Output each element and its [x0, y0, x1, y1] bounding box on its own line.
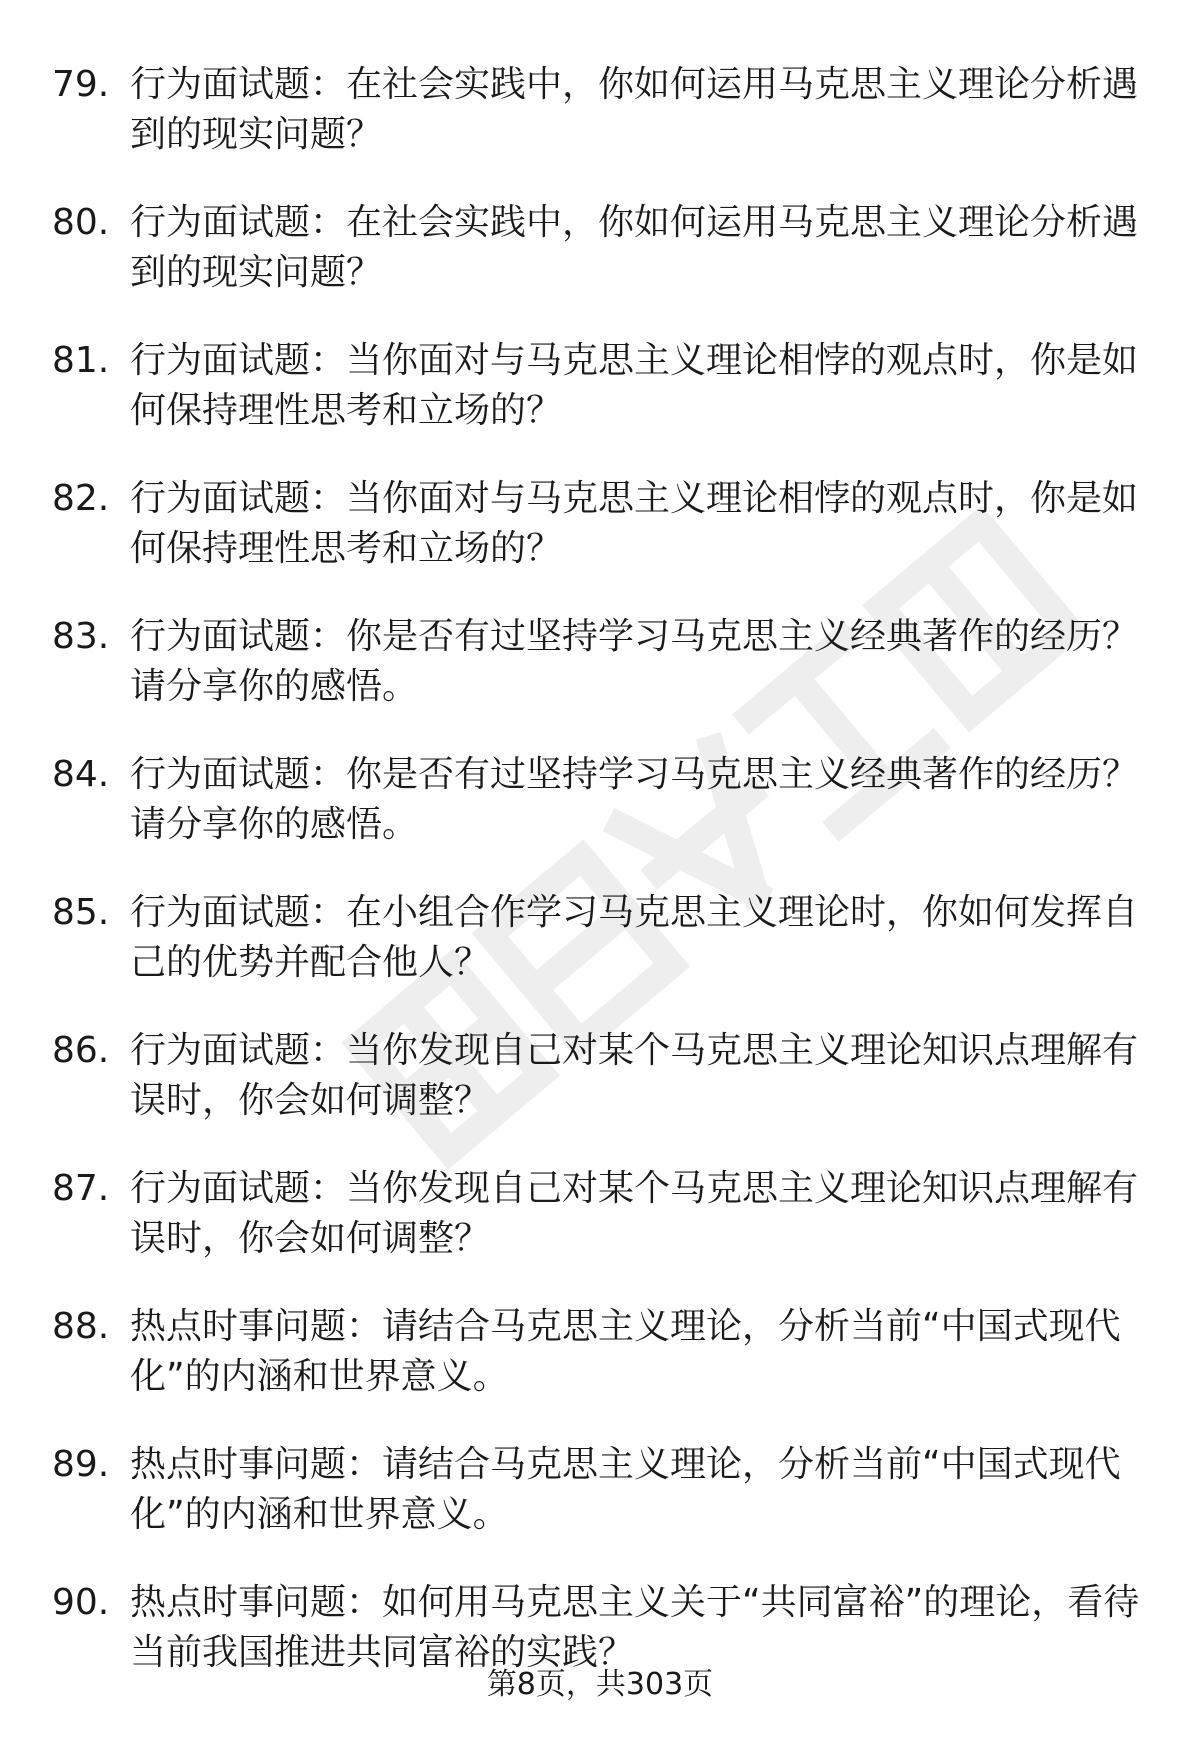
list-item: [52, 474, 1142, 612]
question-text: 行为面试题：你是否有过坚持学习马克思主义经典著作的经历？请分享你的感悟。: [130, 616, 1139, 707]
question-number: 79.: [52, 64, 110, 105]
question-text: 行为面试题：当你发现自己对某个马克思主义理论知识点理解有误时，你会如何调整？: [130, 1168, 1139, 1259]
question-number: 82.: [52, 478, 110, 519]
question-text: 行为面试题：当你面对与马克思主义理论相悖的观点时，你是如何保持理性思考和立场的？: [130, 478, 1139, 569]
question-text: 行为面试题：当你面对与马克思主义理论相悖的观点时，你是如何保持理性思考和立场的？: [130, 340, 1139, 431]
question-number: 83.: [52, 616, 110, 657]
list-item: [52, 1026, 1142, 1164]
question-text: 行为面试题：当你发现自己对某个马克思主义理论知识点理解有误时，你会如何调整？: [130, 1030, 1139, 1121]
question-text: 行为面试题：在社会实践中，你如何运用马克思主义理论分析遇到的现实问题？: [130, 64, 1139, 155]
question-text: 行为面试题：你是否有过坚持学习马克思主义经典著作的经历？请分享你的感悟。: [130, 754, 1139, 845]
question-number: 80.: [52, 202, 110, 243]
page-footer: [0, 1665, 1200, 1705]
question-number: 85.: [52, 892, 110, 933]
question-text: 热点时事问题：请结合马克思主义理论，分析当前“中国式现代化”的内涵和世界意义。: [130, 1306, 1121, 1397]
list-item: [52, 198, 1142, 336]
page-number-label: 第8页，共303页: [486, 1667, 714, 1702]
question-list: [52, 60, 1142, 1716]
question-text: 热点时事问题：如何用马克思主义关于“共同富裕”的理论，看待当前我国推进共同富裕的实践？: [130, 1582, 1140, 1673]
question-number: 84.: [52, 754, 110, 795]
list-item: [52, 336, 1142, 474]
list-item: [52, 1164, 1142, 1302]
list-item: [52, 60, 1142, 198]
list-item: [52, 750, 1142, 888]
question-text: 行为面试题：在社会实践中，你如何运用马克思主义理论分析遇到的现实问题？: [130, 202, 1139, 293]
question-text: 热点时事问题：请结合马克思主义理论，分析当前“中国式现代化”的内涵和世界意义。: [130, 1444, 1121, 1535]
question-number: 90.: [52, 1582, 110, 1623]
question-text: 行为面试题：在小组合作学习马克思主义理论时，你如何发挥自己的优势并配合他人？: [130, 892, 1139, 983]
question-number: 86.: [52, 1030, 110, 1071]
list-item: [52, 1302, 1142, 1440]
question-number: 88.: [52, 1306, 110, 1347]
list-item: [52, 612, 1142, 750]
list-item: [52, 888, 1142, 1026]
list-item: [52, 1440, 1142, 1578]
question-number: 89.: [52, 1444, 110, 1485]
question-number: 87.: [52, 1168, 110, 1209]
question-number: 81.: [52, 340, 110, 381]
